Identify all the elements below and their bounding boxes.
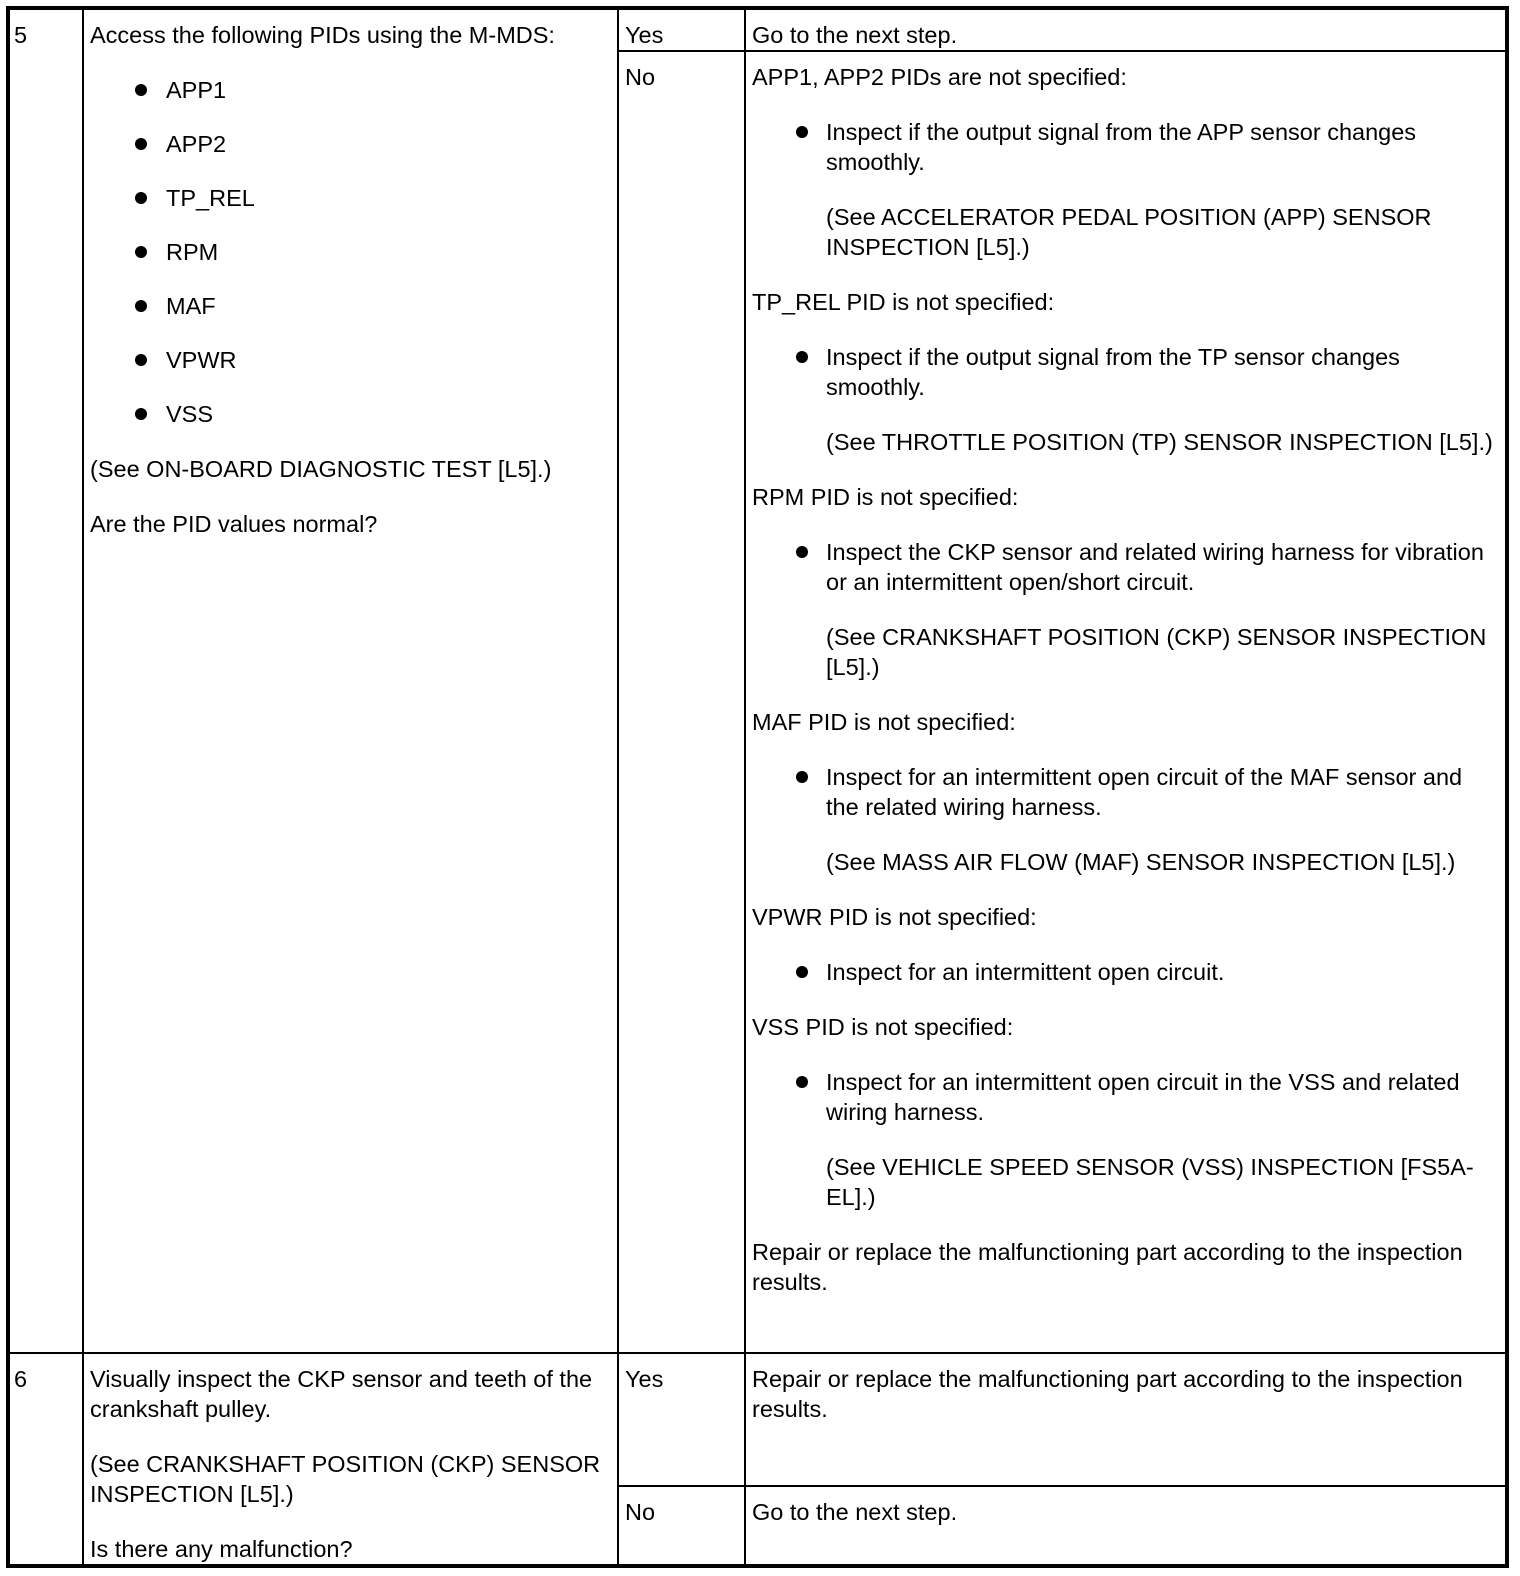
finding-heading: TP_REL PID is not specified:: [752, 289, 1055, 315]
finding-heading: VSS PID is not specified:: [752, 1014, 1014, 1040]
question-reference: (See CRANKSHAFT POSITION (CKP) SENSOR INSPECTION [L5].): [90, 1451, 601, 1507]
no-action-cell: [745, 51, 1507, 1353]
finding-vss: [752, 1012, 1500, 1212]
step-number: 6: [14, 1366, 28, 1392]
step-number: 5: [14, 22, 28, 48]
finding-heading: MAF PID is not specified:: [752, 709, 1016, 735]
pid-item-app1: APP1: [90, 75, 612, 105]
yes-action: Repair or replace the malfunctioning part according to the inspection results.: [752, 1366, 1463, 1422]
finding-rpm: [752, 482, 1500, 682]
yes-action-cell: [745, 8, 1507, 51]
pid-list: [90, 75, 612, 429]
finding-bullets: [752, 117, 1500, 177]
no-label: No: [625, 1499, 656, 1525]
finding-bullets: [752, 762, 1500, 822]
yes-label: Yes: [625, 22, 664, 48]
pid-item-tp-rel: TP_REL: [90, 183, 612, 213]
finding-bullet: Inspect if the output signal from the TP sensor changes smoothly.: [752, 342, 1500, 402]
finding-reference: (See THROTTLE POSITION (TP) SENSOR INSPECTION [L5].): [826, 429, 1493, 455]
yes-label: Yes: [625, 1366, 664, 1392]
yes-action-cell: [745, 1353, 1507, 1486]
finding-bullet: Inspect for an intermittent open circuit of the MAF sensor and the related wiring harness.: [752, 762, 1500, 822]
finding-bullets: [752, 957, 1500, 987]
yes-action: Go to the next step.: [752, 22, 958, 48]
no-label: No: [625, 64, 656, 90]
no-action: Go to the next step.: [752, 1499, 958, 1525]
finding-bullets: [752, 537, 1500, 597]
question-intro: Access the following PIDs using the M-MDS:: [90, 22, 555, 48]
question-ask: Are the PID values normal?: [90, 511, 378, 537]
question-cell: [83, 8, 618, 1353]
no-label-cell: [618, 51, 745, 1353]
question-ask: Is there any malfunction?: [90, 1536, 353, 1562]
step-number-cell: [8, 8, 83, 1353]
question-reference: (See ON-BOARD DIAGNOSTIC TEST [L5].): [90, 456, 552, 482]
diagnostic-procedure-table: [6, 6, 1509, 1568]
table-row-step-5: [8, 8, 1507, 51]
pid-item-app2: APP2: [90, 129, 612, 159]
finding-bullet: Inspect the CKP sensor and related wiring harness for vibration or an intermittent open/short circuit.: [752, 537, 1500, 597]
finding-reference: (See ACCELERATOR PEDAL POSITION (APP) SENSOR INSPECTION [L5].): [826, 204, 1432, 260]
finding-vpwr: [752, 902, 1500, 987]
finding-bullets: [752, 342, 1500, 402]
finding-heading: VPWR PID is not specified:: [752, 904, 1037, 930]
final-action: Repair or replace the malfunctioning part according to the inspection results.: [752, 1239, 1463, 1295]
question-cell: [83, 1353, 618, 1566]
no-label-cell: [618, 1486, 745, 1566]
finding-reference: (See VEHICLE SPEED SENSOR (VSS) INSPECTION [FS5A-EL].): [826, 1154, 1474, 1210]
pid-item-vpwr: VPWR: [90, 345, 612, 375]
finding-heading: APP1, APP2 PIDs are not specified:: [752, 64, 1127, 90]
table-row-step-6: [8, 1353, 1507, 1486]
finding-maf: [752, 707, 1500, 877]
finding-bullet: Inspect for an intermittent open circuit in the VSS and related wiring harness.: [752, 1067, 1500, 1127]
yes-label-cell: [618, 8, 745, 51]
pid-item-maf: MAF: [90, 291, 612, 321]
finding-bullet: Inspect if the output signal from the APP sensor changes smoothly.: [752, 117, 1500, 177]
no-action-cell: [745, 1486, 1507, 1566]
finding-heading: RPM PID is not specified:: [752, 484, 1019, 510]
yes-label-cell: [618, 1353, 745, 1486]
finding-bullet: Inspect for an intermittent open circuit.: [752, 957, 1500, 987]
pid-item-vss: VSS: [90, 399, 612, 429]
question-intro: Visually inspect the CKP sensor and teeth of the crankshaft pulley.: [90, 1366, 593, 1422]
finding-app: [752, 62, 1500, 262]
finding-tp-rel: [752, 287, 1500, 457]
step-number-cell: [8, 1353, 83, 1566]
finding-reference: (See CRANKSHAFT POSITION (CKP) SENSOR INSPECTION [L5].): [826, 624, 1487, 680]
finding-bullets: [752, 1067, 1500, 1127]
pid-item-rpm: RPM: [90, 237, 612, 267]
finding-reference: (See MASS AIR FLOW (MAF) SENSOR INSPECTION [L5].): [826, 849, 1456, 875]
